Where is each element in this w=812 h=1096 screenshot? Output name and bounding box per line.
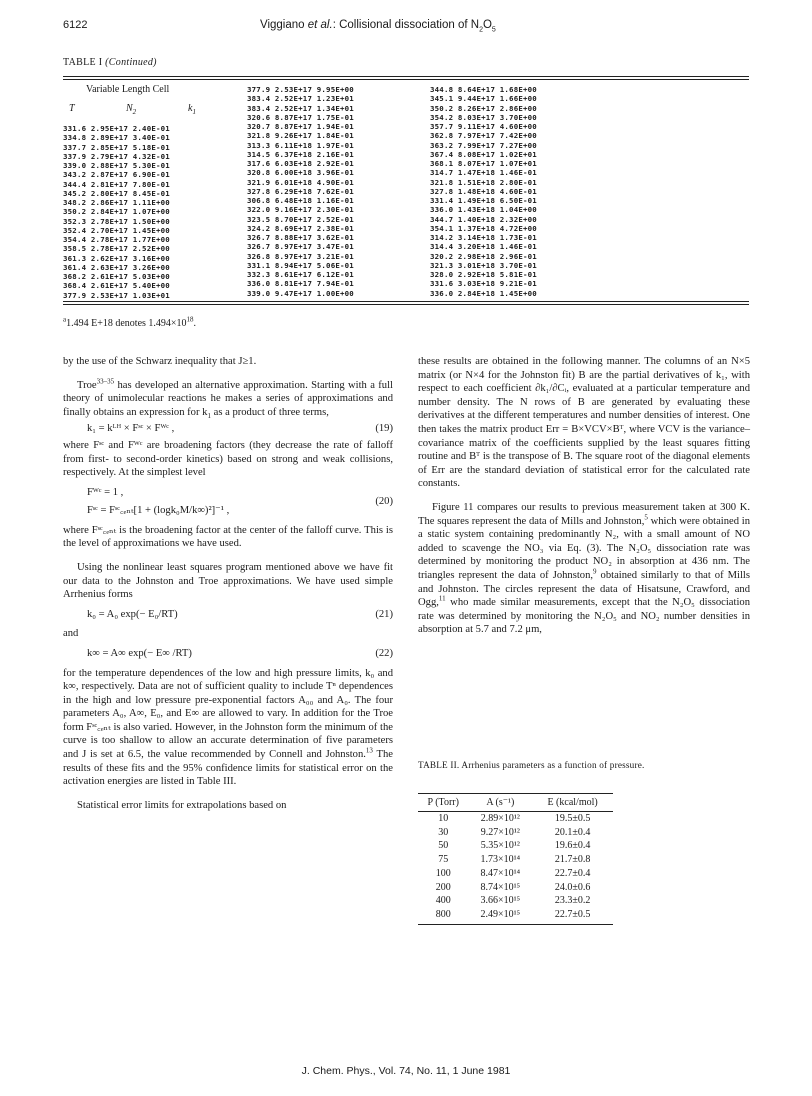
table1-col3-row: 354.1 1.37E+18 4.72E+00 bbox=[430, 223, 537, 233]
table1-col2-row: 320.7 8.87E+17 1.94E-01 bbox=[247, 122, 354, 131]
table2-cell-E: 22.7±0.4 bbox=[554, 867, 591, 879]
table2-row bbox=[418, 894, 613, 908]
table2-cell-A: 5.35×10¹² bbox=[480, 840, 520, 852]
table1-col3-row: 331.4 1.49E+18 6.50E-01 bbox=[430, 196, 537, 205]
table1-bottom-rule bbox=[63, 301, 749, 302]
table1-label: TABLE I bbox=[63, 57, 103, 68]
table2-row bbox=[418, 908, 613, 924]
table1-col2-row: 377.9 2.53E+17 9.95E+00 bbox=[247, 85, 354, 94]
table1-col3-row: 327.8 1.48E+18 4.60E-01 bbox=[430, 186, 537, 196]
table2-cell-E: 22.7±0.5 bbox=[532, 908, 613, 924]
table1-col2-row: 332.3 8.61E+17 6.12E-01 bbox=[247, 270, 354, 279]
table1-col1-row: 358.5 2.78E+17 2.52E+00 bbox=[63, 244, 170, 254]
table2-cell-pressure: 200 bbox=[435, 881, 451, 893]
table1-col2-row: 320.8 6.00E+18 3.96E-01 bbox=[247, 168, 354, 178]
table1-col3-row: 314.4 3.20E+18 1.46E-01 bbox=[430, 242, 537, 252]
table1-col3-row: 350.2 8.26E+17 2.86E+00 bbox=[430, 103, 537, 113]
table2-cell-E: 19.6±0.4 bbox=[554, 840, 591, 852]
table1-bottom-rule-2 bbox=[63, 304, 749, 305]
table1-col3-row: 328.0 2.92E+18 5.81E-01 bbox=[430, 270, 537, 279]
table1-col2-row: 321.8 9.26E+17 1.84E-01 bbox=[247, 131, 354, 141]
table2-cell-pressure: 100 bbox=[435, 867, 451, 879]
table1-col1-row: 354.4 2.78E+17 1.77E+00 bbox=[63, 235, 170, 244]
table1-header-k: $k_1$ bbox=[188, 103, 196, 116]
table1-col1-row: 344.4 2.81E+17 7.80E-01 bbox=[63, 179, 170, 189]
table2-cell-A: 3.66×10¹⁵ bbox=[480, 895, 521, 907]
paragraph-temperature: for the temperature dependences of the low and high pressure limits, k₀ and k∞, respectively. Data are not of sufficient quality to include Tⁿ dependences in the high and low pressure pre-exponential factors A₀₀ and A₀. The four parameters A₀, A∞, E₀, and E∞ are allowed to vary. In addition for the Troe form Fˢᶜ꜀ₑₙₜ is also varied. However, in the Johnston form the minimum of the curve is too shallow to allow an accurate determination of five parameters and J is set at 6.5, the value recommended by Connell and Johnston.$^{13}$ The results of these fits and the 95% confidence limits for statistical error on the activation energies are listed in Table III. bbox=[63, 667, 393, 788]
table1-column-3 bbox=[430, 85, 537, 298]
table2-cell-pressure: 50 bbox=[438, 840, 449, 852]
table1-col1-row: 337.9 2.79E+17 4.32E-01 bbox=[63, 151, 170, 161]
table1-col2-row: 314.5 6.37E+18 2.16E-01 bbox=[247, 149, 354, 159]
running-head-title: : Collisional dissociation of N bbox=[332, 19, 480, 31]
table2-cell-A: 2.89×10¹² bbox=[480, 813, 520, 824]
table2-header-A: A (s⁻¹) bbox=[469, 794, 533, 812]
table1-col3-row: 336.0 1.43E+18 1.04E+00 bbox=[430, 205, 537, 215]
table2-cell-A: 9.27×10¹² bbox=[480, 826, 520, 838]
table2-row bbox=[418, 853, 613, 867]
running-head: Viggiano et al.: Collisional dissociation of $N_2O_5$ bbox=[260, 19, 496, 34]
table1-continued: (Continued) bbox=[105, 57, 157, 68]
page-number: 6122 bbox=[63, 19, 88, 31]
table1-column-2 bbox=[247, 85, 354, 298]
table1-col2-row: 383.4 2.52E+17 1.23E+01 bbox=[247, 94, 354, 104]
equation-20a: Fᵂᶜ = 1 , bbox=[87, 486, 124, 498]
table2-cell-E: 21.7±0.8 bbox=[554, 854, 591, 866]
table1-column-1 bbox=[63, 124, 170, 300]
paragraph-troe: Troe$^{33-35}$ has developed an alternative approximation. Starting with a full theory of unimolecular reactions he makes a series of approximations and finally obtains an expression for $k_1$ as a product of three terms, bbox=[63, 377, 393, 420]
paragraph-matrix: these results are obtained in the following manner. The columns of an N×5 matrix (or N×4 for the Johnston fit) B are the partial derivatives of k₁, with respect to each coefficient ∂k₁/∂Cᵢ, evaluated at a particular temperature and number density. The N rows of B are generated by evaluating these derivatives at the different temperatures and number densities of interest. One then takes the matrix product Err = B×VCV×Bᵀ, where VCV is the variance–covariance matrix of the coefficients supplied by the least squares fitting routine and Bᵀ is the transpose of B. The square root of the diagonal elements of Err are the standard deviation of statistical error for the calculated rate constants. bbox=[418, 356, 750, 490]
table1-col3-row: 368.1 8.07E+17 1.07E+01 bbox=[430, 159, 537, 168]
table1-col2-row: 331.1 8.94E+17 5.06E-01 bbox=[247, 260, 354, 270]
table1-col3-row: 320.2 2.98E+18 2.96E-01 bbox=[430, 251, 537, 261]
table1-col1-row: 334.8 2.89E+17 3.40E-01 bbox=[63, 133, 170, 143]
table1-col1-row: 368.4 2.61E+17 5.40E+00 bbox=[63, 281, 170, 291]
table2-cell-A: 2.49×10¹⁵ bbox=[469, 908, 533, 924]
paragraph-figure11: Figure 11 compares our results to previous measurement taken at 300 K. The squares represent the data of Mills and Johnston,$^5$ which were obtained in a static system containing predominantly N₂, with a small amount of NO added to scavenge the NO₃ via Eq. (3). The N₂O₅ dissociation rate was determined by monitoring the product NO₂ in absorption at 436 nm. The triangles represent the data of Johnston,$^9$ obtained similarly to that of Mills and Johnston. The circles represent the data of Hisatsune, Crawford, and Ogg,$^{11}$ who made similar measurements, except that the N₂O₅ dissociation rate was determined by monitoring the N₂O₅ and NO₂ number densities in absorption at 5.7 and 7.2 μm, bbox=[418, 501, 750, 636]
table1-col2-row: 322.0 9.16E+17 2.30E-01 bbox=[247, 205, 354, 215]
table1-col2-row: 326.8 8.97E+17 3.21E-01 bbox=[247, 251, 354, 261]
table2-header-E: E (kcal/mol) bbox=[532, 794, 613, 812]
table1-col2-row: 320.6 8.87E+17 1.75E-01 bbox=[247, 112, 354, 122]
table1-col1-row: 377.9 2.53E+17 1.03E+01 bbox=[63, 290, 170, 300]
table2-row bbox=[418, 839, 613, 853]
table2-row bbox=[418, 881, 613, 895]
table2-row bbox=[418, 812, 613, 826]
table1-col1-row: 339.0 2.88E+17 5.30E-01 bbox=[63, 161, 170, 170]
paragraph-schwarz: by the use of the Schwarz inequality that J≥1. bbox=[63, 356, 257, 367]
table2-cell-A: 8.47×10¹⁴ bbox=[480, 867, 521, 879]
table1-col1-row: 350.2 2.84E+17 1.07E+00 bbox=[63, 207, 170, 217]
equation-21: k₀ = A₀ exp(− E₀/RT) (21) bbox=[87, 608, 393, 620]
table1-col2-row: 323.5 8.70E+17 2.52E-01 bbox=[247, 214, 354, 224]
equation-19: k₁ = kᴸᴴ × Fˢᶜ × Fᵂᶜ , (19) bbox=[87, 423, 393, 435]
table1-col2-row: 336.0 8.81E+17 7.94E-01 bbox=[247, 279, 354, 289]
table1-col2-row: 321.9 6.01E+18 4.90E-01 bbox=[247, 177, 354, 187]
running-head-authors: Viggiano bbox=[260, 19, 308, 31]
table1-col2-row: 326.7 8.97E+17 3.47E-01 bbox=[247, 242, 354, 252]
table1-col3-row: 314.7 1.47E+18 1.46E-01 bbox=[430, 168, 537, 178]
table1-col2-row: 326.7 8.88E+17 3.62E-01 bbox=[247, 233, 354, 242]
table1-col2-row: 317.6 6.03E+18 2.92E-01 bbox=[247, 159, 354, 168]
paragraph-nonlinear: Using the nonlinear least squares program mentioned above we have fit our data to the Johnston and Troe approximations. We have used simple Arrhenius forms bbox=[63, 561, 393, 601]
equation-22: k∞ = A∞ exp(− E∞ /RT) (22) bbox=[87, 647, 393, 659]
table1-col3-row: 314.2 3.14E+18 1.73E-01 bbox=[430, 233, 537, 242]
table1-caption bbox=[63, 57, 157, 68]
table1-col2-row: 324.2 8.69E+17 2.38E-01 bbox=[247, 223, 354, 233]
equation-20b: Fˢᶜ = Fˢᶜ꜀ₑₙₜ[1 + (logk₀M/k∞)²]⁻¹ , bbox=[87, 504, 230, 516]
table1-col3-row: 357.7 9.11E+17 4.60E+00 bbox=[430, 122, 537, 131]
table1-col2-row: 339.0 9.47E+17 1.00E+00 bbox=[247, 288, 354, 298]
table1-footnote: $^a$1.494 E+18 denotes $1.494\times 10^{18}$. bbox=[63, 315, 197, 329]
table2-cell-A: 8.74×10¹⁵ bbox=[480, 881, 521, 893]
table1-col3-row: 321.3 3.01E+18 3.70E-01 bbox=[430, 260, 537, 270]
page-footer: J. Chem. Phys., Vol. 74, No. 11, 1 June 1981 bbox=[301, 1065, 511, 1077]
equation-20: Fᵂᶜ = 1 , Fˢᶜ = Fˢᶜ꜀ₑₙₜ[1 + (logk₀M/k∞)²]⁻¹ , (20) bbox=[63, 484, 393, 520]
table1-col1-row: 352.4 2.70E+17 1.45E+00 bbox=[63, 225, 170, 235]
table1-col2-row: 313.3 6.11E+18 1.97E-01 bbox=[247, 140, 354, 150]
table1-col2-row: 383.4 2.52E+17 1.34E+01 bbox=[247, 103, 354, 113]
paragraph-broadening: where Fˢᶜ and Fᵂᶜ are broadening factors (they decrease the rate of falloff from first- to second-order kinetics) based on strong and weak collisions, respectively. At the simplest level bbox=[63, 439, 393, 479]
table2-cell-pressure: 30 bbox=[438, 826, 449, 838]
table1-top-rule bbox=[63, 76, 749, 77]
table1-col3-row: 336.0 2.84E+18 1.45E+00 bbox=[430, 288, 537, 298]
table2-cell-pressure: 10 bbox=[438, 813, 449, 824]
table1-col3-row: 345.1 9.44E+17 1.66E+00 bbox=[430, 94, 537, 104]
table1-col3-row: 367.4 8.08E+17 1.02E+01 bbox=[430, 149, 537, 159]
table1-col2-row: 306.8 6.48E+18 1.16E-01 bbox=[247, 196, 354, 205]
table1-col1-row: 361.4 2.63E+17 3.26E+00 bbox=[63, 262, 170, 272]
table2 bbox=[418, 793, 613, 925]
table1-col1-row: 348.2 2.86E+17 1.11E+00 bbox=[63, 198, 170, 207]
table1-col3-row: 354.2 8.03E+17 3.70E+00 bbox=[430, 112, 537, 122]
table1-header-N: $N_2$ bbox=[126, 103, 137, 116]
table1-header-T: T bbox=[69, 103, 75, 114]
table1-col1-row: 368.2 2.61E+17 5.03E+00 bbox=[63, 272, 170, 281]
table1-col2-row: 327.8 6.29E+18 7.62E-01 bbox=[247, 186, 354, 196]
table1-col3-row: 363.2 7.99E+17 7.27E+00 bbox=[430, 140, 537, 150]
table2-cell-E: 20.1±0.4 bbox=[554, 826, 591, 838]
table2-header-pressure: P (Torr) bbox=[418, 794, 469, 812]
table2-cell-A: 1.73×10¹⁴ bbox=[480, 854, 521, 866]
table1-col1-row: 352.3 2.78E+17 1.50E+00 bbox=[63, 216, 170, 226]
table2-cell-E: 19.5±0.5 bbox=[554, 813, 591, 824]
right-column bbox=[418, 355, 750, 637]
left-column bbox=[63, 355, 393, 812]
table1-col1-row: 361.3 2.62E+17 3.16E+00 bbox=[63, 253, 170, 263]
table2-cell-pressure: 800 bbox=[418, 908, 469, 924]
table1-col1-row: 331.6 2.95E+17 2.40E-01 bbox=[63, 124, 170, 133]
table1-col3-row: 331.6 3.03E+18 9.21E-01 bbox=[430, 279, 537, 289]
table1-col3-row: 362.8 7.97E+17 7.42E+00 bbox=[430, 131, 537, 141]
table1-col3-row: 344.7 1.40E+18 2.32E+00 bbox=[430, 214, 537, 224]
table2-caption: TABLE II. Arrhenius parameters as a function of pressure. bbox=[418, 760, 645, 770]
table2-cell-E: 24.0±0.6 bbox=[554, 881, 591, 893]
table1-col1-row: 343.2 2.87E+17 6.90E-01 bbox=[63, 170, 170, 180]
word-and: and bbox=[63, 628, 79, 640]
paragraph-statistical: Statistical error limits for extrapolations based on bbox=[77, 799, 287, 811]
table2-row bbox=[418, 867, 613, 881]
table1-col1-row: 345.2 2.80E+17 8.45E-01 bbox=[63, 188, 170, 198]
paragraph-fcent: where Fˢᶜ꜀ₑₙₜ is the broadening factor at the center of the falloff curve. This is the level of approximations we have used. bbox=[63, 524, 393, 550]
table1-top-rule-2 bbox=[63, 79, 749, 80]
table1-header-title: Variable Length Cell bbox=[86, 84, 170, 95]
table1-col3-row: 344.8 8.64E+17 1.68E+00 bbox=[430, 85, 537, 94]
table1-col1-row: 337.7 2.85E+17 5.18E-01 bbox=[63, 142, 170, 152]
table2-row bbox=[418, 826, 613, 840]
table2-cell-pressure: 400 bbox=[435, 895, 451, 907]
table2-cell-pressure: 75 bbox=[438, 854, 449, 866]
table2-cell-E: 23.3±0.2 bbox=[554, 895, 591, 907]
running-head-etal: et al. bbox=[307, 19, 333, 31]
table1-col3-row: 321.8 1.51E+18 2.80E-01 bbox=[430, 177, 537, 187]
